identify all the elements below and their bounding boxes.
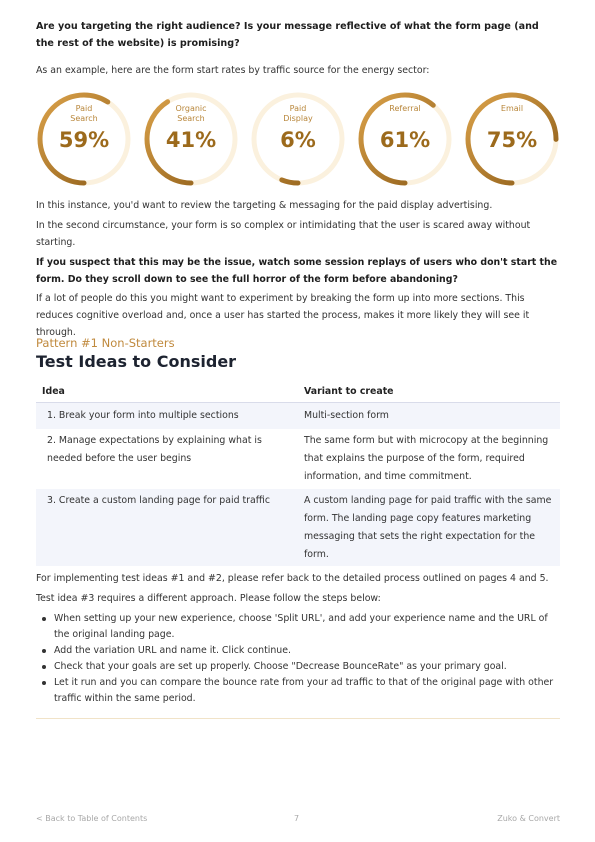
table-cell-idea: 1. Break your form into multiple sections xyxy=(47,410,239,421)
table-row xyxy=(36,489,560,566)
page-number: 7 xyxy=(294,814,300,823)
list-item: When setting up your new experience, choose 'Split URL', and add your experience name and the URL of the original landing page. xyxy=(36,611,560,643)
gauge-referral xyxy=(357,91,453,187)
gauge-value: 6% xyxy=(280,128,316,152)
table-cell-variant: The same form but with microcopy at the beginning that explains the purpose of the form, required information, and time commitment. xyxy=(304,435,549,482)
column-header-variant: Variant to create xyxy=(304,386,394,397)
after-table-paragraph: For implementing test ideas #1 and #2, please refer back to the detailed process outlined on pages 4 and 5. xyxy=(36,573,549,584)
gauge-value: 41% xyxy=(165,128,217,152)
gauge-value: 61% xyxy=(379,128,431,152)
gauge-label: Referral xyxy=(389,104,421,113)
table-cell-variant: A custom landing page for paid traffic with the same form. The landing page copy features marketing messaging that sets the right expectation for the form. xyxy=(304,495,552,560)
table-row xyxy=(36,429,560,489)
gauge-paid-search xyxy=(36,91,132,187)
table-cell-variant: Multi-section form xyxy=(304,410,389,421)
table-cell-idea: 3. Create a custom landing page for paid traffic xyxy=(47,495,270,506)
back-to-contents-link[interactable]: < Back to Table of Contents xyxy=(36,814,148,823)
body-paragraph-replays: If you suspect that this may be the issue, watch some session replays of users who don't start the form. Do they scroll down to see the full horror of the form before abandoning? xyxy=(36,257,558,285)
bullet-icon xyxy=(42,665,46,669)
gauge-row xyxy=(36,91,560,187)
gauge-organic-search xyxy=(143,91,239,187)
gauge-value: 75% xyxy=(486,128,538,152)
intro-example: As an example, here are the form start rates by traffic source for the energy sector: xyxy=(36,65,430,76)
bullet-icon xyxy=(42,649,46,653)
column-header-idea: Idea xyxy=(42,386,65,397)
gauge-label: Paid Display xyxy=(283,104,313,123)
test-ideas-table xyxy=(36,382,560,566)
table-cell-idea: 2. Manage expectations by explaining what is needed before the user begins xyxy=(47,435,262,464)
body-paragraph-display: In this instance, you'd want to review the targeting & messaging for the paid display advertising. xyxy=(36,200,493,211)
list-item: Let it run and you can compare the bounce rate from your ad traffic to that of the original page with other traffic within the same period. xyxy=(36,675,560,707)
section-eyebrow: Pattern #1 Non-Starters xyxy=(36,336,175,350)
steps-intro: Test idea #3 requires a different approach. Please follow the steps below: xyxy=(36,593,381,604)
footer-brand: Zuko & Convert xyxy=(497,814,560,823)
gauge-label: Paid Search xyxy=(70,104,98,123)
gauge-email xyxy=(464,91,560,187)
gauge-paid-display xyxy=(250,91,346,187)
gauge-label: Email xyxy=(500,104,524,113)
table-row xyxy=(36,403,560,429)
steps-list xyxy=(36,611,560,707)
section-title: Test Ideas to Consider xyxy=(36,352,237,371)
body-paragraph-sections: If a lot of people do this you might want to experiment by breaking the form up into more sections. This reduces cognitive overload and, once a user has started the process, makes it more likely they will see it through. xyxy=(36,293,530,338)
gauge-value: 59% xyxy=(58,128,110,152)
table-header xyxy=(36,382,560,402)
list-item: Add the variation URL and name it. Click continue. xyxy=(36,643,560,659)
list-item: Check that your goals are set up properly. Choose "Decrease BounceRate" as your primary goal. xyxy=(36,659,560,675)
section-divider xyxy=(36,718,560,719)
bullet-icon xyxy=(42,617,46,621)
body-paragraph-complex: In the second circumstance, your form is so complex or intimidating that the user is scared away without starting. xyxy=(36,220,531,248)
intro-question: Are you targeting the right audience? Is your message reflective of what the form page (and the rest of the website) is promising? xyxy=(36,21,539,49)
bullet-icon xyxy=(42,681,46,685)
gauge-label: Organic Search xyxy=(175,104,207,123)
